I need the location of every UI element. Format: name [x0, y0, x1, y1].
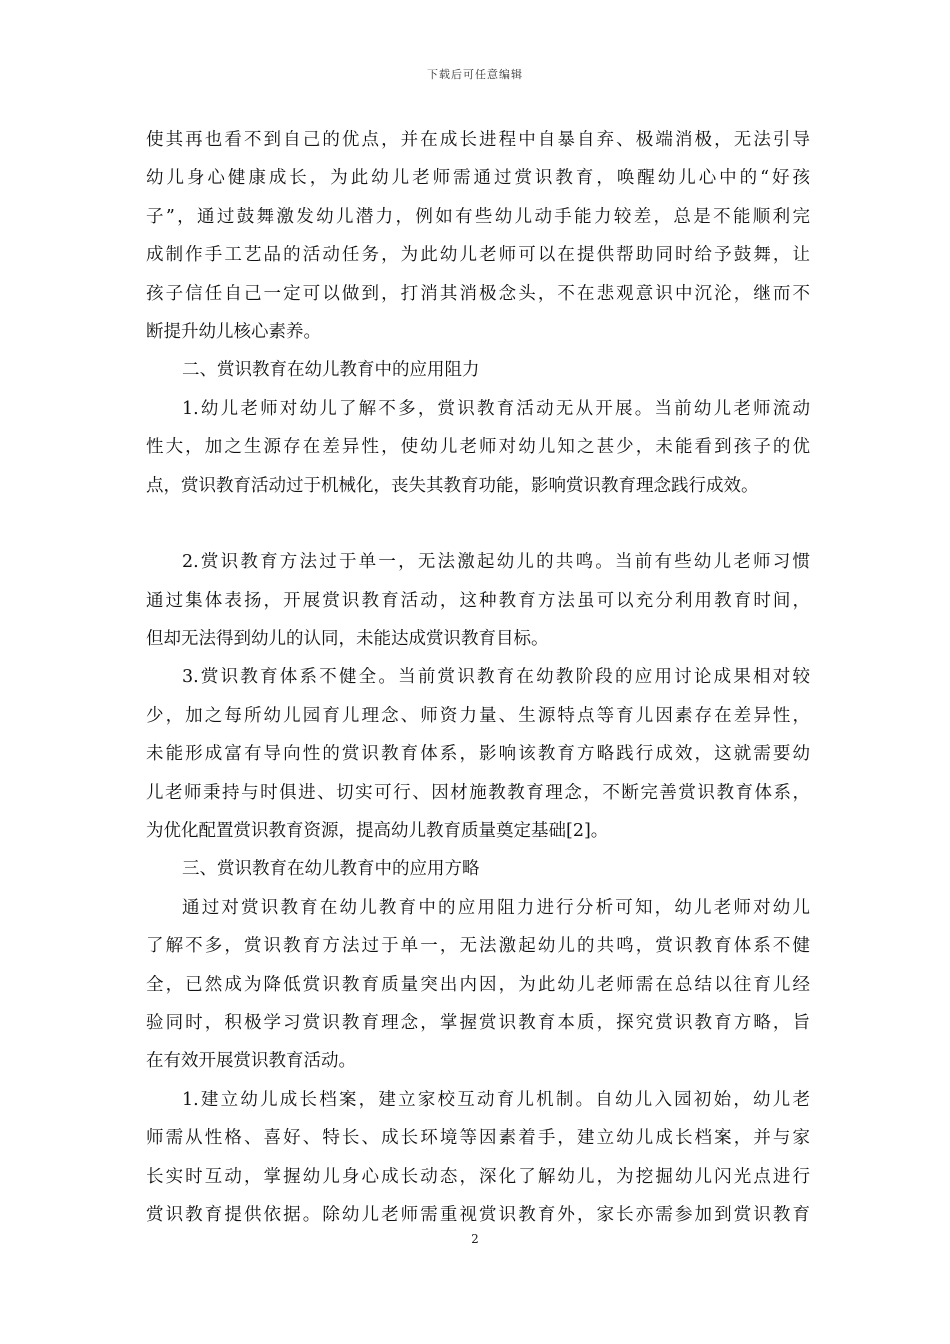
text-line: 验同时，积极学习赏识教育理念，掌握赏识教育本质，探究赏识教育方略，旨: [146, 1012, 810, 1033]
page-header: 下载后可任意编辑: [427, 68, 523, 81]
text-line: 子”，通过鼓舞激发幼儿潜力，例如有些幼儿动手能力较差，总是不能顺利完: [146, 206, 810, 227]
section-heading: [146, 351, 810, 389]
text-line: 2.赏识教育方法过于单一，无法激起幼儿的共鸣。当前有些幼儿老师习惯: [182, 552, 810, 573]
text-line: 成制作手工艺品的活动任务，为此幼儿老师可以在提供帮助同时给予鼓舞，让: [146, 245, 810, 266]
paragraph: [146, 658, 810, 850]
document-body: [146, 121, 810, 1234]
text-line: 师需从性格、喜好、特长、成长环境等因素着手，建立幼儿成长档案，并与家: [146, 1128, 810, 1149]
blank-line: [146, 505, 810, 543]
text-line: 幼儿身心健康成长，为此幼儿老师需通过赏识教育，唤醒幼儿心中的“好孩: [146, 168, 810, 189]
text-line: 1.幼儿老师对幼儿了解不多，赏识教育活动无从开展。当前幼儿老师流动: [182, 398, 810, 419]
text-line: 全，已然成为降低赏识教育质量突出内因，为此幼儿老师需在总结以往育儿经: [146, 974, 810, 995]
text-line: 儿老师秉持与时俱进、切实可行、因材施教教育理念，不断完善赏识教育体系，: [146, 782, 810, 803]
text-line: 点，赏识教育活动过于机械化，丧失其教育功能，影响赏识教育理念践行成效。: [146, 475, 759, 496]
text-line: 但却无法得到幼儿的认同，未能达成赏识教育目标。: [146, 629, 549, 650]
text-line: 长实时互动，掌握幼儿身心成长动态，深化了解幼儿，为挖掘幼儿闪光点进行: [146, 1166, 810, 1187]
text-line: 未能形成富有导向性的赏识教育体系，影响该教育方略践行成效，这就需要幼: [146, 744, 810, 765]
text-line: 使其再也看不到自己的优点，并在成长进程中自暴自弃、极端消极，无法引导: [146, 130, 810, 150]
page-number: 2: [471, 1232, 479, 1246]
text-line: 赏识教育提供依据。除幼儿老师需重视赏识教育外，家长亦需参加到赏识教育: [146, 1204, 810, 1225]
text-line: 3.赏识教育体系不健全。当前赏识教育在幼教阶段的应用讨论成果相对较: [182, 667, 810, 688]
text-line: 在有效开展赏识教育活动。: [146, 1051, 356, 1072]
heading-text: 三、赏识教育在幼儿教育中的应用方略: [182, 859, 480, 880]
heading-text: 二、赏识教育在幼儿教育中的应用阻力: [182, 360, 480, 381]
text-line: 性大，加之生源存在差异性，使幼儿老师对幼儿知之甚少，未能看到孩子的优: [146, 437, 810, 458]
text-line: 为优化配置赏识教育资源，提高幼儿教育质量奠定基础[2]。: [146, 821, 609, 842]
text-line: 通过集体表扬，开展赏识教育活动，这种教育方法虽可以充分利用教育时间，: [146, 590, 810, 611]
text-line: 1.建立幼儿成长档案，建立家校互动育儿机制。自幼儿入园初始，幼儿老: [182, 1089, 810, 1110]
text-line: 断提升幼儿核心素养。: [146, 321, 321, 342]
paragraph: [146, 1081, 810, 1235]
paragraph: [146, 543, 810, 658]
text-line: 孩子信任自己一定可以做到，打消其消极念头，不在悲观意识中沉沦，继而不: [146, 283, 810, 304]
text-line: 通过对赏识教育在幼儿教育中的应用阻力进行分析可知，幼儿老师对幼儿: [182, 897, 810, 918]
paragraph: [146, 889, 810, 1081]
text-line: 了解不多，赏识教育方法过于单一，无法激起幼儿的共鸣，赏识教育体系不健: [146, 936, 810, 957]
paragraph: [146, 390, 810, 505]
text-line: 少，加之每所幼儿园育儿理念、师资力量、生源特点等育儿因素存在差异性，: [146, 705, 810, 726]
section-heading: [146, 850, 810, 888]
paragraph: [146, 121, 810, 351]
